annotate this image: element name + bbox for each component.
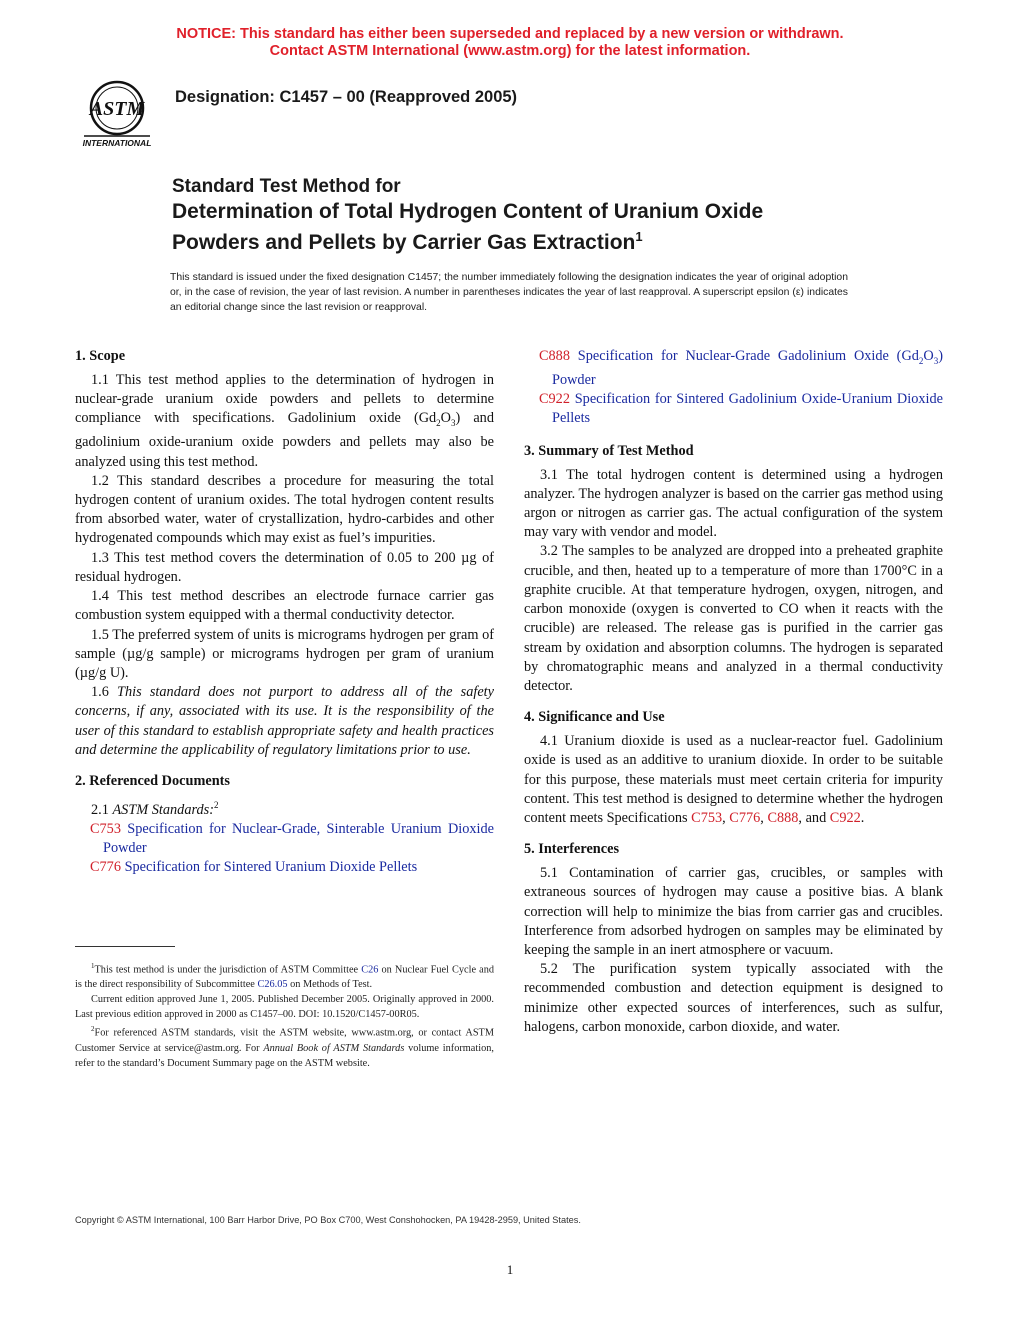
- para-3-2: 3.2 The samples to be analyzed are dropped into a preheated graphite crucible, and then, heated up to a temperature of more than 1700°C in a graphite crucible. At that temperature hydrogen, oxygen, nitrogen, and carbon monoxide (oxygen is converted to CO when it reacts with the crucible) are released. The release gas is purified in the carrier gas stream by oxidation and absorption columns. The hydrogen is separated by chromatographic means and analyzed in a thermal conductivity detector.: [524, 543, 943, 694]
- ref-c753-link[interactable]: C753 Specification for Nuclear-Grade, Sinterable Uranium Dioxide Powder: [90, 820, 494, 857]
- spec-link-c922[interactable]: C922: [829, 809, 861, 826]
- para-1-4: 1.4 This test method describes an electrode furnace carrier gas combustion system equipped with a thermal conductivity detector.: [75, 588, 494, 624]
- copyright: Copyright © ASTM International, 100 Barr Harbor Drive, PO Box C700, West Conshohocken, PA 19428-2959, United States.: [75, 1215, 581, 1225]
- committee-c26-link[interactable]: C26: [361, 964, 379, 976]
- para-5-1: 5.1 Contamination of carrier gas, crucibles, or samples with extraneous sources of hydrogen may cause a positive bias. A blank correction will help to minimize the bias from carrier gas and crucibles. Interference from adsorbed hydrogen on samples may be eliminated by keeping the sample in an inert atmosphere or vacuum.: [524, 865, 943, 958]
- para-2-1: 2.1 ASTM Standards:$^2$: [91, 799, 219, 818]
- designation: Designation: C1457 – 00 (Reapproved 2005): [175, 88, 518, 106]
- para-4-1: 4.1 Uranium dioxide is used as a nuclear-reactor fuel. Gadolinium oxide is used as an additive to uranium dioxide. In order to be suitable for this purpose, these materials must meet certain criteria for impurity content. This test method is designed to determine whether the hydrogen content meets Specifications C753, C776, C888, and C922.: [524, 733, 943, 826]
- logo-text: INTERNATIONAL: [82, 138, 152, 148]
- left-column: [75, 347, 494, 878]
- footnote-1: $^1$This test method is under the jurisdiction of ASTM Committee C26 on Nuclear Fuel Cycle and is the direct responsibility of Subcommittee C26.05 on Methods of Test.: [75, 962, 494, 991]
- spec-link-c888[interactable]: C888: [767, 809, 799, 826]
- section-heading-summary: 3. Summary of Test Method: [524, 442, 694, 459]
- footnote-edition: Current edition approved June 1, 2005. Published December 2005. Originally approved in 2000. Last previous edition approved in 2000 as C1457–00. DOI: 10.1520/C1457-00R05.: [75, 994, 494, 1021]
- para-1-6: 1.6 This standard does not purport to address all of the safety concerns, if any, associated with its use. It is the responsibility of the user of this standard to establish appropriate safety and health practices and determine the applicability of regulatory limitations prior to use.: [75, 684, 494, 758]
- notice-line-2: Contact ASTM International (www.astm.org) for the latest information.: [269, 43, 751, 59]
- notice-line-1: NOTICE: This standard has either been superseded and replaced by a new version or withdrawn.: [176, 26, 844, 42]
- section-heading-significance: 4. Significance and Use: [524, 709, 665, 726]
- right-column: [524, 347, 943, 1037]
- para-1-5: 1.5 The preferred system of units is micrograms hydrogen per gram of sample (µg/g sample) or micrograms hydrogen per gram of uranium (µg/g U).: [75, 626, 494, 681]
- spec-link-c753[interactable]: C753: [691, 809, 723, 826]
- svg-text:ASTM: ASTM: [89, 98, 145, 120]
- subcommittee-c26-05-link[interactable]: C26.05: [257, 979, 288, 991]
- para-1-1: 1.1 This test method applies to the determination of hydrogen in nuclear-grade uranium oxide powders and pellets to determine compliance with specifications. Gadolinium oxide $(Gd_2O_3)$ and gadolinium oxide-uranium oxide powders and pellets may also be analyzed using this test method.: [75, 372, 494, 470]
- document-title: [172, 174, 763, 255]
- footnotes: [75, 959, 494, 1071]
- issued-note: This standard is issued under the fixed designation C1457; the number immediately following the designation indicates the year of original adoption or, in the case of revision, the year of last revision. A number in parentheses indicates the year of last reapproval. A superscript epsilon (ε) indicates an editorial change since the last revision or reapproval.: [170, 272, 848, 313]
- para-1-3: 1.3 This test method covers the determination of 0.05 to 200 µg of residual hydrogen.: [75, 549, 494, 585]
- ref-c776-link[interactable]: C776 Specification for Sintered Uranium Dioxide Pellets: [90, 859, 418, 876]
- title-line-3: Powders and Pellets by Carrier Gas Extraction$^1$: [172, 229, 643, 254]
- para-5-2: 5.2 The purification system typically associated with the recommended combustion and detection equipment is designed to minimize other expected sources of interferences, such as sulfur, halogens, carbon monoxide, carbon dioxide, and water.: [524, 961, 943, 1035]
- section-heading-scope: 1. Scope: [75, 348, 126, 364]
- title-line-1: Standard Test Method for: [172, 176, 401, 197]
- astm-logo-icon: [74, 78, 160, 150]
- footnote-2: $^2$For referenced ASTM standards, visit the ASTM website, www.astm.org, or contact ASTM Customer Service at service@astm.org. For Annual Book of ASTM Standards volume information, refer to the standard’s Document Summary page on the ASTM website.: [75, 1025, 494, 1069]
- section-heading-interferences: 5. Interferences: [524, 841, 620, 858]
- footnote-divider: [75, 946, 175, 947]
- ref-c888-link[interactable]: C888 Specification for Nuclear-Grade Gadolinium Oxide $(Gd_2O_3)$ Powder: [539, 348, 944, 389]
- para-1-2: 1.2 This standard describes a procedure for measuring the total hydrogen content of uranium oxides. The total hydrogen content results from absorbed water, water of crystallization, hydro-carbides and other hydrogenated compounds which may exist as fuel’s impurities.: [75, 472, 494, 547]
- para-3-1: 3.1 The total hydrogen content is determined using a hydrogen analyzer. The hydrogen analyzer is based on the carrier gas method using argon or nitrogen as carrier gas. The actual configuration of the system may vary with vendor and model.: [524, 466, 943, 541]
- ref-c922-link[interactable]: C922 Specification for Sintered Gadolinium Oxide-Uranium Dioxide Pellets: [539, 391, 943, 427]
- spec-link-c776[interactable]: C776: [729, 809, 761, 826]
- title-line-2: Determination of Total Hydrogen Content of Uranium Oxide: [172, 200, 764, 223]
- page-number: 1: [506, 1262, 514, 1277]
- withdrawal-notice: [0, 26, 1020, 60]
- section-heading-refdocs: 2. Referenced Documents: [75, 772, 230, 789]
